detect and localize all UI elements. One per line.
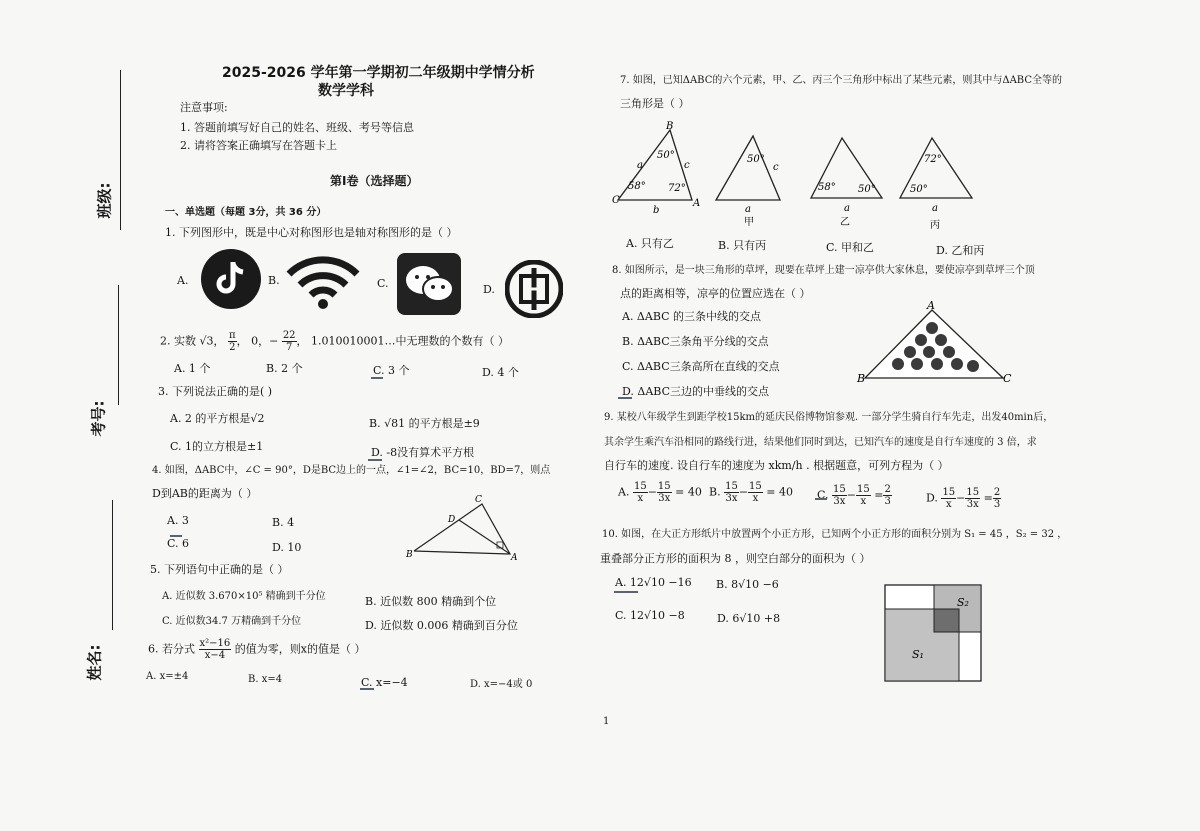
svg-text:50°: 50° [910,184,928,195]
q6-fraction: $\frac{\text{x²−16}}{x-4}$ [199,638,231,661]
q3-option-b: B. √81 的平方根是±9 [369,417,480,430]
q7-option-d: D. 乙和丙 [936,244,985,257]
svg-text:c: c [773,162,779,173]
fig-label-c: C [475,495,482,505]
q3-option-d: D. -8没有算术平方根 [371,446,475,459]
q8-stem-2: 点的距离相等，凉亭的位置应选在（ ） [620,287,811,300]
answer-mark [368,459,382,461]
q9-stem-2: 其余学生乘汽车沿相同的路线行进，结果他们同时到达，已知汽车的速度是自行车速度的 3 倍，求 [604,437,1037,448]
q8-stem: 8. 如图所示，是一块三角形的草坪，现要在草坪上建一凉亭供大家休息，要使凉亭到草坪三个顶 [612,265,1035,276]
q4-stem-2: D到AB的距离为（ ） [152,487,258,500]
q10-option-d: D. 6√10 +8 [717,612,781,625]
svg-text:乙: 乙 [840,217,850,228]
svg-text:C: C [612,195,620,206]
answer-mark [815,498,827,500]
q2-stem-post: 1.010010001…中无理数的个数有（ ） [311,334,510,348]
answer-mark [170,535,182,537]
s1-label: S₁ [912,648,924,661]
q2-option-d: D. 4 个 [482,366,519,379]
fig-label-a: A [511,553,518,562]
q2-sqrt3: √3 [199,334,214,348]
q4-triangle-figure [402,494,522,562]
q5-stem: 5. 下列语句中正确的是（ ） [150,563,289,576]
q2-zero: 0 [251,334,259,348]
svg-text:50°: 50° [747,154,765,165]
q7-option-c: C. 甲和乙 [826,241,875,254]
q7-stem: 7. 如图，已知ΔABC的六个元素，甲、乙、丙三个三角形中标出了某些元素，则其中与ΔABC全等的 [620,75,1062,86]
q2-option-a: A. 1 个 [174,362,211,375]
svg-text:c: c [684,160,690,171]
q8-option-a: A. ΔABC 的三条中线的交点 [622,310,762,323]
q8-lawn-triangle-figure [855,300,1015,390]
q6-stem-post: 的值为零，则x的值是（ ） [234,642,366,656]
q3-option-a: A. 2 的平方根是√2 [170,412,265,425]
q3-option-c: C. 1的立方根是±1 [170,440,264,453]
q7-stem-2: 三角形是（ ） [620,97,690,110]
binding-line [118,285,119,405]
q2-option-c: C. 3 个 [373,364,410,377]
q9-stem-3: 自行车的速度. 设自行车的速度为 xkm/h . 根据题意，可列方程为（ ） [604,459,949,472]
svg-text:A: A [693,198,701,209]
binding-line [112,500,113,630]
wifi-icon [285,252,361,310]
answer-mark [371,377,383,379]
fig-label-c: C [1003,372,1012,385]
q1-option-b: B. [268,274,280,287]
notice-title: 注意事项: [180,101,228,114]
class-label: 班级: [95,182,114,219]
q1-option-d: D. [483,283,495,296]
q6-option-a: A. x=±4 [146,671,189,682]
q5-option-d: D. 近似数 0.006 精确到百分位 [365,619,518,632]
q1-option-a: A. [177,274,189,287]
section-title: 一、单选题（每题 3分，共 36 分） [165,207,327,218]
answer-mark [360,688,374,690]
tiktok-icon [200,248,262,310]
q9-option-a: A. $\frac{15}{x}$ − $\frac{15}{3x}$ = 40 [618,481,702,504]
page-number: 1 [603,716,610,727]
svg-text:甲: 甲 [744,217,754,228]
notice-1: 1. 答题前填写好自己的姓名、班级、考号等信息 [180,121,414,134]
q6-option-d: D. x=−4或 0 [470,679,533,690]
svg-text:72°: 72° [924,154,942,165]
svg-text:丙: 丙 [930,220,940,231]
q10-stem: 10. 如图，在大正方形纸片中放置两个小正方形，已知两个小正方形的面积分别为 S₁ = 45 ，S₂ = 32 ， [602,529,1068,540]
svg-text:72°: 72° [668,183,686,194]
svg-text:50°: 50° [657,150,675,161]
q10-option-c: C. 12√10 −8 [615,609,685,622]
q9-stem: 9. 某校八年级学生到距学校15km的延庆民俗博物馆参观. 一部分学生骑自行车先走，出发40min后， [604,412,1054,423]
part-title: 第Ⅰ卷（选择题） [330,174,419,188]
q4-stem: 4. 如图，ΔABC中，∠C = 90°，D是BC边上的一点，∠1=∠2，BC=10，BD=7，则点 [152,465,551,476]
q2-stem: 2. 实数 √3， $\frac{\pi}{2}$ ， 0，− $\frac{22}{7}$ ， 1.010010001…中无理数的个数有（ ） [160,330,510,353]
name-label: 姓名: [85,644,104,681]
q4-option-a: A. 3 [167,514,189,527]
fig-label-a: A [927,300,935,312]
q4-option-b: B. 4 [272,516,295,529]
notice-2: 2. 请将答案正确填写在答题卡上 [180,139,337,152]
svg-text:a: a [844,203,850,214]
q6-option-b: B. x=4 [248,674,283,685]
q8-option-b: B. ΔABC三条角平分线的交点 [622,335,769,348]
q9-option-d: D. $\frac{15}{x}$ − $\frac{15}{3x}$ = $\frac{2}{3}$ [926,487,1001,510]
q10-stem-2: 重叠部分正方形的面积为 8 ，则空白部分的面积为（ ） [600,552,871,565]
q5-option-c: C. 近似数34.7 万精确到千分位 [162,616,302,627]
q7-option-a: A. 只有乙 [626,237,674,250]
fig-label-b: B [406,550,413,560]
q6-stem-pre: 6. 若分式 [148,642,195,656]
q4-option-d: D. 10 [272,541,302,554]
q5-option-a: A. 近似数 3.670×10⁵ 精确到千分位 [162,591,326,602]
fig-label-d: D [448,515,456,525]
q4-option-c: C. 6 [167,537,190,550]
q7-option-b: B. 只有丙 [718,239,767,252]
svg-text:B: B [666,121,674,132]
q8-option-c: C. ΔABC三条高所在直线的交点 [622,360,780,373]
exam-title: 2025-2026 学年第一学期初二年级期中学情分析 [222,65,535,81]
q2-option-b: B. 2 个 [266,362,303,375]
q5-option-b: B. 近似数 800 精确到个位 [365,595,497,608]
q7-triangles-figure [610,120,990,235]
q8-option-d: D. ΔABC三边的中垂线的交点 [622,385,770,398]
q9-option-b: B. $\frac{15}{3x}$ − $\frac{15}{x}$ = 40 [709,481,793,504]
svg-text:50°: 50° [858,184,876,195]
q10-option-b: B. 8√10 −6 [716,578,779,591]
svg-text:58°: 58° [628,181,646,192]
binding-line [120,70,121,230]
svg-text:a: a [637,160,643,171]
q2-pi-frac: $\frac{\pi}{2}$ [229,330,236,353]
q1-stem: 1. 下列图形中，既是中心对称图形也是轴对称图形的是（ ） [165,226,458,239]
q1-option-c: C. [377,277,389,290]
svg-text:b: b [653,205,660,216]
svg-text:58°: 58° [818,182,836,193]
svg-text:a: a [932,203,938,214]
q3-stem: 3. 下列说法正确的是( ) [158,385,273,398]
q9-option-c: C. $\frac{15}{3x}$ − $\frac{15}{x}$ = $\frac{2}{3}$ [817,484,891,507]
s2-label: S₂ [957,596,969,609]
q6-stem [148,638,365,661]
exam-no-label: 考号: [89,400,108,437]
q10-option-a: A. 12√10 −16 [615,576,692,589]
fig-label-b: B [857,372,866,385]
q2-stem-pre: 2. 实数 [160,334,196,348]
q10-squares-figure [884,584,984,684]
q2-22-7-frac: $\frac{22}{7}$ [282,330,296,353]
icbc-icon [505,260,563,318]
svg-text:a: a [745,204,751,215]
answer-mark [618,397,632,399]
wechat-icon [397,253,461,315]
subject-title: 数学学科 [318,83,374,99]
answer-mark [614,591,638,593]
q6-option-c: C. x=−4 [361,676,408,689]
